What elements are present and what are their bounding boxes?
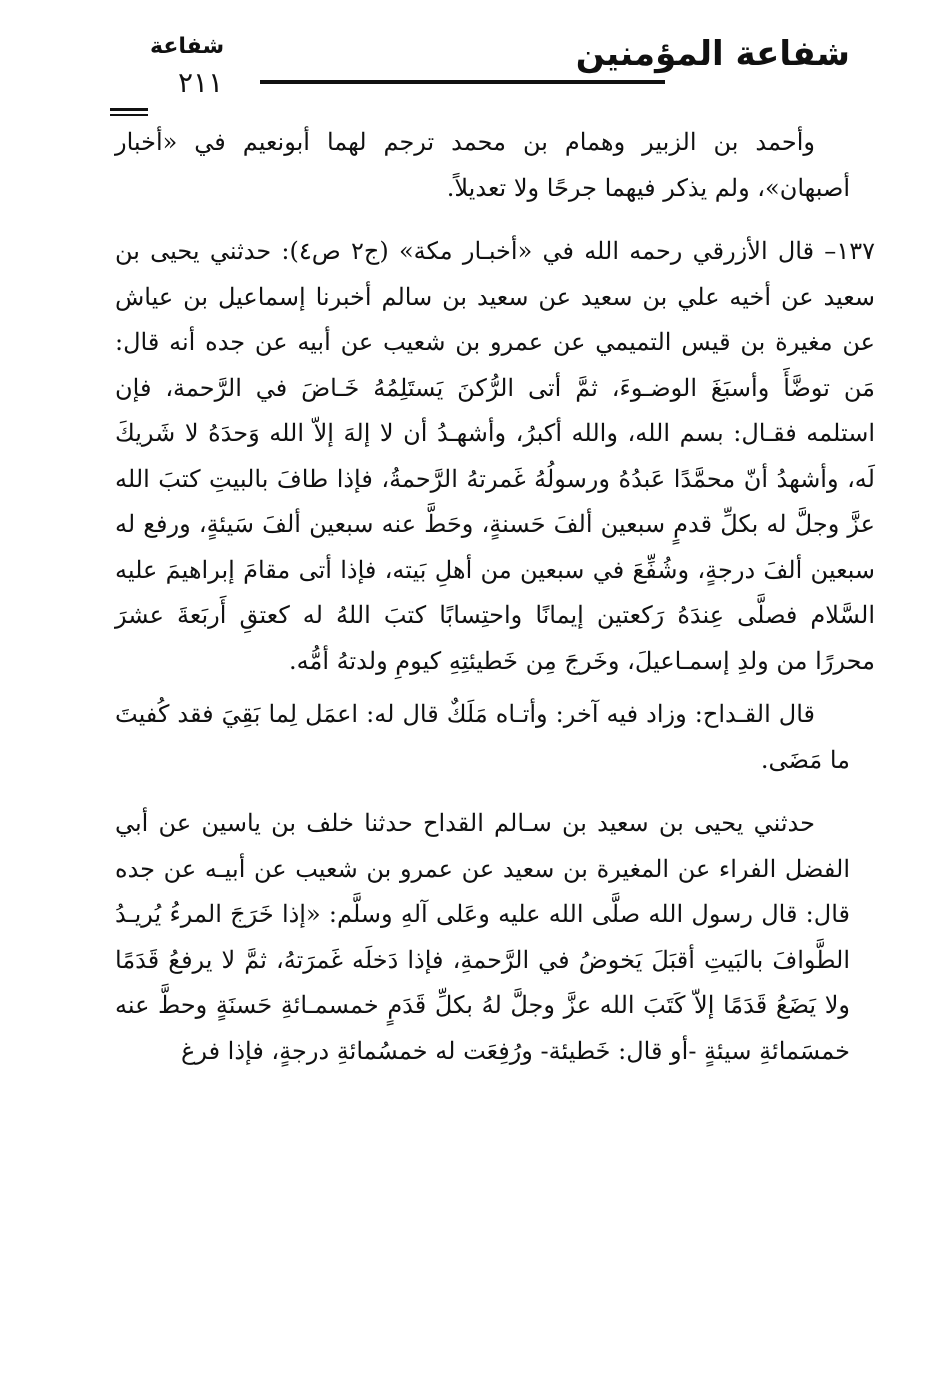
page-header [110, 28, 850, 98]
page-number: ٢١١ [178, 66, 224, 99]
paragraph-narrator-note: وأحمد بن الزبير وهمام بن محمد ترجم لهما أبونعيم في «أخبار أصبهان»، ولم يذكر فيهما جرحًا ولا تعديلاً. [115, 128, 850, 202]
header-rule-left [110, 108, 148, 111]
paragraph-hadith-137: ١٣٧– قال الأزرقي رحمه الله في «أخبـار مكة» (ج٢ ص٤): حدثني يحيى بن سعيد عن أخيه علي بن سعيد عن سعيد بن سالم أخبرنا إسماعيل بن عياش عن مغيرة بن قيس التميمي عن عمرو بن شعيب عن أبيه عن جده أنه قال: مَن توضَّأَ وأسبَغَ الوضـوءَ، ثمَّ أتى الرُّكنَ يَستَلِمُهُ خَـاضَ في الرَّحمة، فإن استلمه فقـال: بسم الله، والله أكبرُ، وأشهـدُ أن لا إلهَ إلاّ الله وَحدَهُ لا شَريكَ لَه، وأشهدُ أنّ محمَّدًا عَبدُهُ ورسولُهُ غَمرتهُ الرَّحمةُ، فإذا طافَ بالبيتِ كتبَ الله عزَّ وجلَّ له بكلِّ قدمٍ سبعين ألفَ حَسنةٍ، وحَطَّ عنه سبعين ألفَ سَيئةٍ، ورفع له سبعين ألفَ درجةٍ، وشُفِّعَ في سبعين من أهلِ بَيته، فإذا أتى مقامَ إبراهيمَ عليه السَّلام فصلَّى عِندَهُ رَكعتين إيمانًا واحتِسابًا كتبَ اللهُ له كعتقِ أَربَعةَ عشرَ محررًا من ولدِ إسمـاعيلَ، وخَرجَ مِن خَطيئتِهِ كيومِ ولدتهُ أمُّه. [115, 237, 876, 675]
series-logo: شفاعة [150, 34, 225, 59]
header-rule [260, 80, 665, 84]
book-title: شفاعة المؤمنين [575, 34, 850, 74]
header-rule-left-2 [110, 114, 148, 116]
paragraph-qaddah-addition: قال القـداح: وزاد فيه آخر: وأتـاه مَلَكٌ قال له: اعمَل لِما بَقِيَ فقد كُفيتَ ما مَضَى. [115, 700, 850, 774]
paragraph-second-chain: حدثني يحيى بن سعيد بن سـالم القداح حدثنا خلف بن ياسين عن أبي الفضل الفراء عن المغيرة بن سعيد عن عمرو بن شعيب عن أبيـه عن جده قال: قال رسول الله صلَّى الله عليه وعَلى آلهِ وسلَّم: «إذا خَرَجَ المرءُ يُريـدُ الطَّوافَ بالبَيتِ أقبَلَ يَخوضُ في الرَّحمةِ، فإذا دَخلَه غَمرَتهُ، ثمَّ لا يرفعُ قَدَمًا ولا يَضَعُ قَدَمًا إلاّ كَتَبَ الله عزَّ وجلَّ لهُ بكلِّ قَدَمٍ خمسمـائةِ حَسنَةٍ وحطَّ عنه خمسَمائةِ سيئةٍ -أو قال: خَطيئة- ورُفِعَت له خمسُمائةِ درجةٍ، فإذا فرغ [115, 809, 850, 1065]
page-content [115, 120, 876, 1074]
